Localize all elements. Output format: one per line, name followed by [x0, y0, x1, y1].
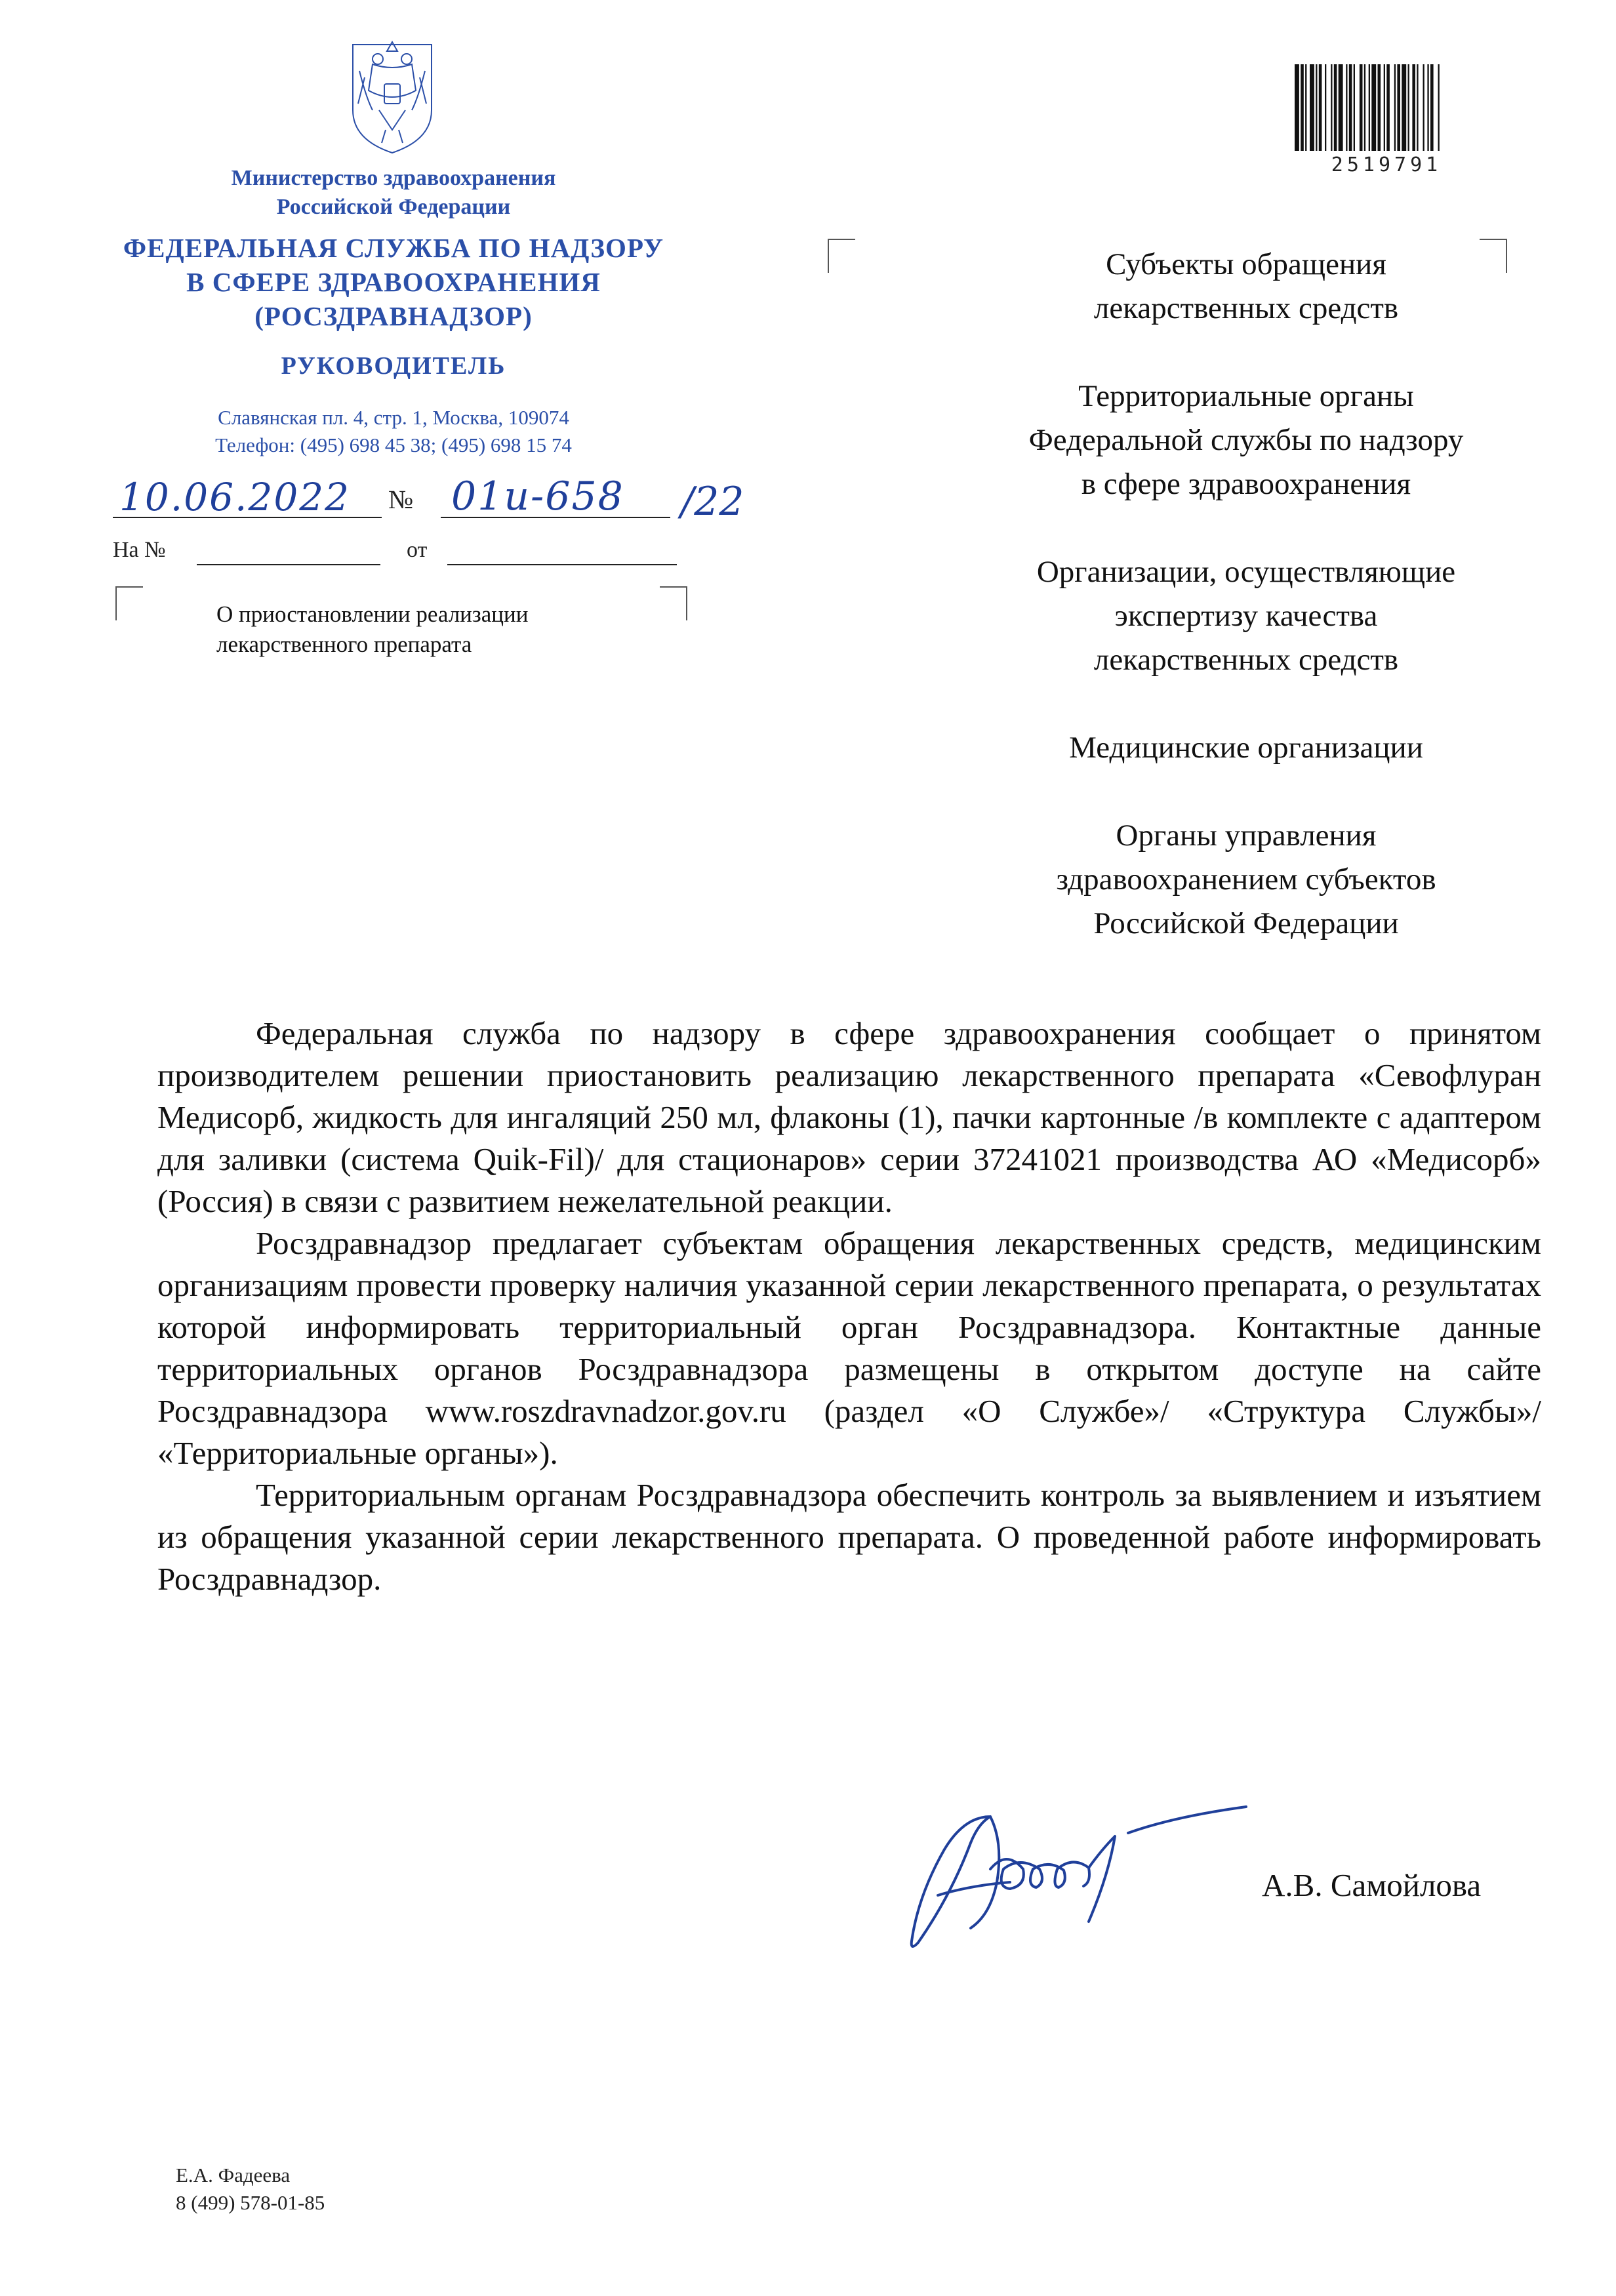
body-paragraph: Росздравнадзор предлагает субъектам обращения лекарственных средств, медицинским организациям провести проверку наличия указанной серии лекарственного препарата, о результатах которой информировать территориальный орган Росздравнадзора. Контактные данные территориальных органов Росздравнадзора размещены в открытом доступе на сайте Росздравнадзора www.roszdravnadzor.gov.ru (раздел «О Службе»/ «Структура Службы»/ «Территориальные органы»).	[157, 1225, 1541, 1471]
addressee-line: в сфере здравоохранения	[1081, 467, 1411, 501]
reference-label: На №	[113, 538, 166, 562]
addressee-line: Территориальные органы	[1078, 379, 1414, 413]
service-line: В СФЕРЕ ЗДРАВООХРАНЕНИЯ	[186, 267, 601, 297]
subject-line: лекарственного препарата	[216, 632, 472, 657]
subject-line: О приостановлении реализации	[216, 601, 529, 627]
registration-number-suffix: /22	[681, 479, 744, 525]
service-line: (РОСЗДРАВНАДЗОР)	[254, 301, 533, 331]
addressee-item	[931, 243, 1561, 331]
reference-from-label: от	[407, 538, 428, 562]
letter-body	[157, 1013, 1541, 1600]
addressee-line: Органы управления	[1116, 818, 1377, 853]
addressee-line: Медицинские организации	[1069, 731, 1423, 765]
addressee-line: лекарственных средств	[1093, 643, 1399, 677]
barcode-number: 2519791	[1331, 153, 1442, 176]
service-line: ФЕДЕРАЛЬНАЯ СЛУЖБА ПО НАДЗОРУ	[123, 233, 664, 263]
executor-block	[176, 2162, 325, 2217]
phone: Телефон: (495) 698 45 38; (495) 698 15 74	[215, 433, 572, 456]
executor-phone: 8 (499) 578-01-85	[176, 2191, 325, 2214]
handwritten-signature-icon	[892, 1771, 1259, 1954]
body-paragraph: Федеральная служба по надзору в сфере здравоохранения сообщает о принятом производителем решении приостановить реализацию лекарственного препарата «Севофлуран Медисорб, жидкость для ингаляций 250 мл, флаконы (1), пачки картонные /в комплекте с адаптером для заливки (система Quik-Fil)/ для стационаров» серии 37241021 производства АО «Медисорб» (Россия) в связи с развитием нежелательной реакции.	[157, 1015, 1541, 1219]
number-sign: №	[388, 485, 414, 514]
addressee-line: Организации, осуществляющие	[1036, 555, 1456, 589]
bracket-corner	[660, 586, 687, 620]
ministry-line: Российской Федерации	[276, 195, 511, 219]
bracket-corner	[828, 239, 855, 273]
addressee-item	[931, 726, 1561, 770]
body-paragraph: Территориальным органам Росздравнадзора обеспечить контроль за выявлением и изъятием из обращения указанной серии лекарственного препарата. О проведенной работе информировать Росздравнадзор.	[157, 1477, 1541, 1597]
head-title: РУКОВОДИТЕЛЬ	[281, 352, 506, 380]
addressee-list	[931, 243, 1561, 990]
ministry-name	[157, 164, 630, 222]
ministry-line: Министерство здравоохранения	[231, 166, 556, 190]
registration-number: 01и-658	[451, 473, 624, 519]
addressee-line: здравоохранением субъектов	[1056, 862, 1436, 896]
addressee-item	[931, 814, 1561, 946]
addressee-line: экспертизу качества	[1114, 599, 1378, 633]
barcode-icon	[1292, 64, 1481, 156]
executor-name: Е.А. Фадеева	[176, 2164, 291, 2186]
address-block	[144, 404, 643, 459]
service-name	[98, 231, 689, 333]
registration-date: 10.06.2022	[119, 475, 351, 519]
letter-subject	[216, 599, 662, 660]
reference-line	[113, 538, 690, 571]
registration-line	[113, 472, 808, 525]
addressee-line: Федеральной службы по надзору	[1028, 423, 1464, 457]
addressee-line: лекарственных средств	[1093, 291, 1399, 325]
address: Славянская пл. 4, стр. 1, Москва, 109074	[218, 406, 569, 429]
addressee-line: Субъекты обращения	[1106, 247, 1386, 281]
addressee-item	[931, 374, 1561, 506]
signer-name: А.В. Самойлова	[1262, 1867, 1482, 1903]
bracket-corner	[115, 586, 143, 620]
addressee-line: Российской Федерации	[1093, 906, 1399, 940]
coat-of-arms-icon	[340, 31, 445, 156]
addressee-item	[931, 550, 1561, 682]
